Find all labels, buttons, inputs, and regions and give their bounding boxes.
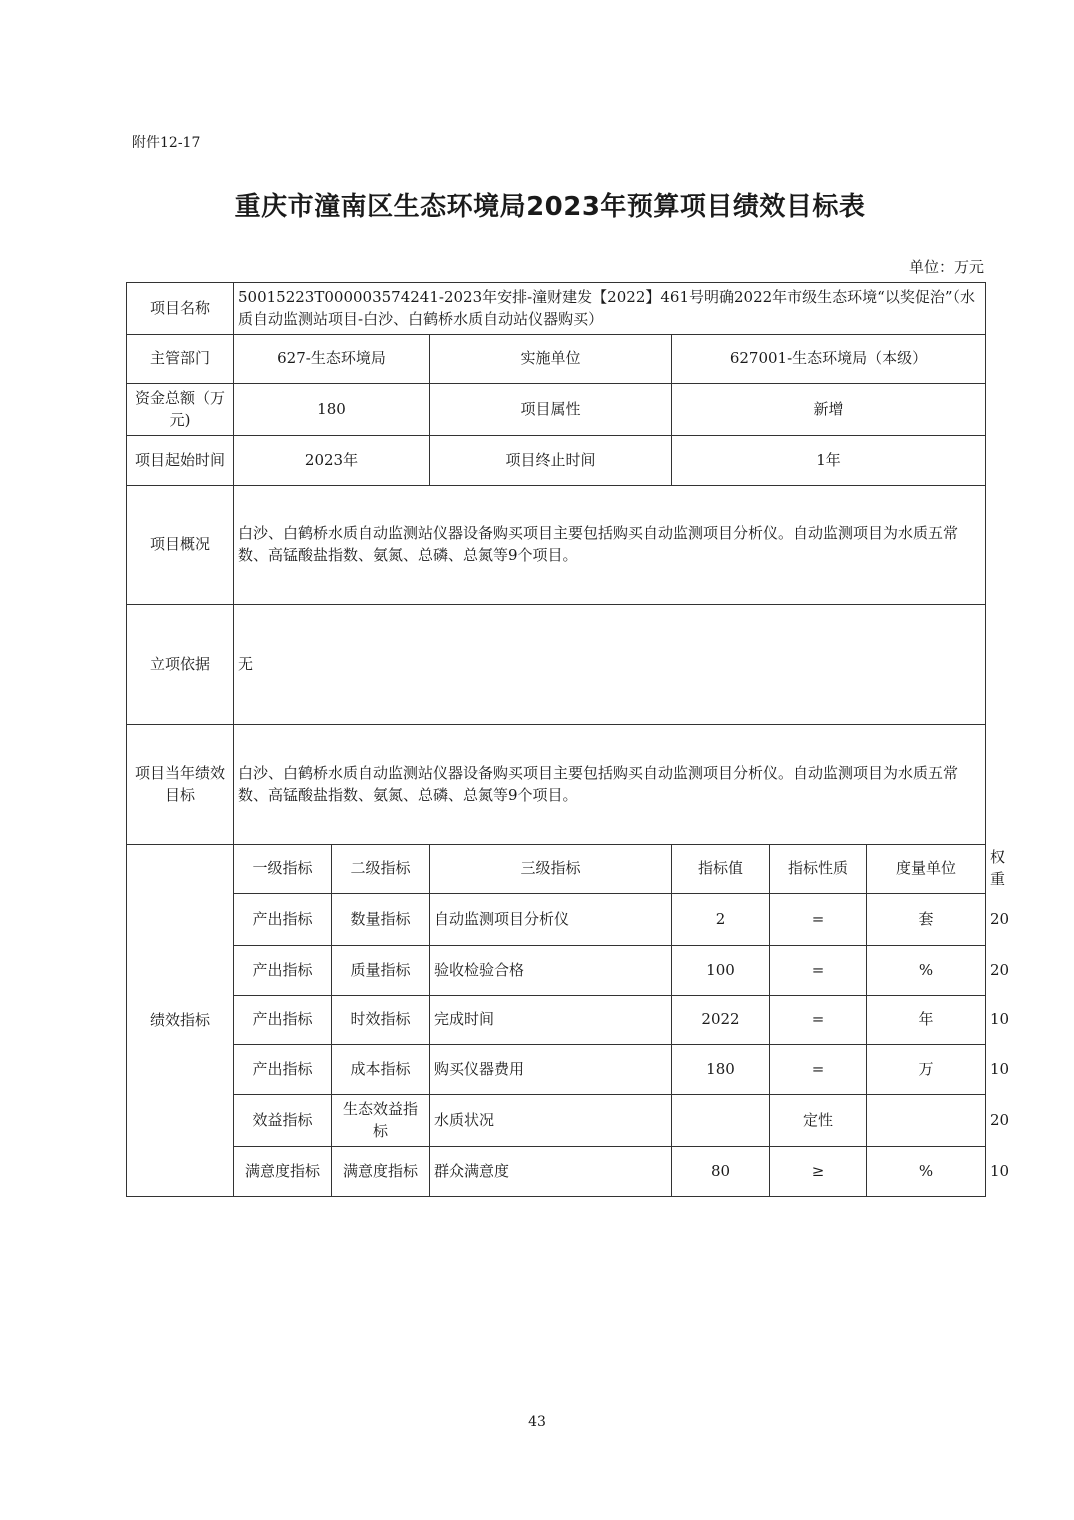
cell-nature: = [770,1045,867,1095]
row-time [127,436,986,486]
cell-value: 80 [672,1147,770,1197]
overview-value: 白沙、白鹤桥水质自动监测站仪器设备购买项目主要包括购买自动监测项目分析仪。自动监测项目为水质五常数、高锰酸盐指数、氨氮、总磷、总氮等9个项目。 [234,486,986,605]
table-row: 满意度指标 满意度指标 群众满意度 80 ≥ % 10 [127,1147,986,1197]
cell-level3: 群众满意度 [430,1147,672,1197]
indicator-header-row: 绩效指标 一级指标 二级指标 三级指标 指标值 指标性质 度量单位 权重 [127,845,986,894]
cell-level2: 生态效益指标 [332,1095,430,1147]
cell-value: 100 [672,946,770,996]
row-overview [127,486,986,605]
attr-value: 新增 [672,384,986,436]
cell-level3: 购买仪器费用 [430,1045,672,1095]
goal-value: 白沙、白鹤桥水质自动监测站仪器设备购买项目主要包括购买自动监测项目分析仪。自动监测项目为水质五常数、高锰酸盐指数、氨氮、总磷、总氮等9个项目。 [234,725,986,845]
header-nature: 指标性质 [770,845,867,894]
attachment-label: 附件12-17 [132,135,201,151]
cell-level1: 产出指标 [234,996,332,1045]
cell-nature: 定性 [770,1095,867,1147]
cell-value [672,1095,770,1147]
basis-label: 立项依据 [127,605,234,725]
cell-level3: 完成时间 [430,996,672,1045]
performance-table [126,282,1010,1197]
table-row: 效益指标 生态效益指标 水质状况 定性 20 [127,1095,986,1147]
cell-level3: 自动监测项目分析仪 [430,894,672,946]
dept-value: 627-生态环境局 [234,335,430,384]
cell-level2: 满意度指标 [332,1147,430,1197]
goal-label: 项目当年绩效目标 [127,725,234,845]
cell-level1: 产出指标 [234,946,332,996]
cell-unit: % [867,946,986,996]
row-dept [127,335,986,384]
overview-label: 项目概况 [127,486,234,605]
cell-level2: 成本指标 [332,1045,430,1095]
page-title: 重庆市潼南区生态环境局2023年预算项目绩效目标表 [234,192,866,222]
row-funds [127,384,986,436]
header-unit: 度量单位 [867,845,986,894]
project-name-label: 项目名称 [127,283,234,335]
cell-level3: 水质状况 [430,1095,672,1147]
cell-level2: 数量指标 [332,894,430,946]
basis-value: 无 [234,605,986,725]
row-goal [127,725,986,845]
header-level1: 一级指标 [234,845,332,894]
cell-nature: = [770,894,867,946]
row-basis [127,605,986,725]
cell-level3: 验收检验合格 [430,946,672,996]
cell-unit [867,1095,986,1147]
table-row: 产出指标 质量指标 验收检验合格 100 = % 20 [127,946,986,996]
cell-unit: 年 [867,996,986,1045]
cell-level1: 产出指标 [234,1045,332,1095]
header-value: 指标值 [672,845,770,894]
table-row: 产出指标 数量指标 自动监测项目分析仪 2 = 套 20 [127,894,986,946]
attr-label: 项目属性 [430,384,672,436]
cell-value: 180 [672,1045,770,1095]
dept-label: 主管部门 [127,335,234,384]
cell-level1: 产出指标 [234,894,332,946]
header-level3: 三级指标 [430,845,672,894]
page-number: 43 [528,1414,546,1430]
cell-nature: ≥ [770,1147,867,1197]
start-label: 项目起始时间 [127,436,234,486]
cell-level2: 质量指标 [332,946,430,996]
table-row: 产出指标 时效指标 完成时间 2022 = 年 10 [127,996,986,1045]
impl-value: 627001-生态环境局（本级） [672,335,986,384]
cell-value: 2 [672,894,770,946]
end-value: 1年 [672,436,986,486]
indicators-label: 绩效指标 [127,845,234,1197]
cell-nature: = [770,996,867,1045]
impl-label: 实施单位 [430,335,672,384]
funds-label: 资金总额（万元) [127,384,234,436]
cell-unit: 万 [867,1045,986,1095]
start-value: 2023年 [234,436,430,486]
end-label: 项目终止时间 [430,436,672,486]
unit-note: 单位：万元 [908,258,984,276]
cell-level2: 时效指标 [332,996,430,1045]
project-name-value: 50015223T000003574241-2023年安排-潼财建发【2022】461号明确2022年市级生态环境“以奖促治”（水质自动监测站项目-白沙、白鹤桥水质自动站仪器购买） [234,283,986,335]
cell-value: 2022 [672,996,770,1045]
funds-value: 180 [234,384,430,436]
cell-unit: 套 [867,894,986,946]
cell-level1: 效益指标 [234,1095,332,1147]
table-row: 产出指标 成本指标 购买仪器费用 180 = 万 10 [127,1045,986,1095]
header-level2: 二级指标 [332,845,430,894]
row-project-name [127,283,986,335]
cell-unit: % [867,1147,986,1197]
cell-level1: 满意度指标 [234,1147,332,1197]
cell-nature: = [770,946,867,996]
